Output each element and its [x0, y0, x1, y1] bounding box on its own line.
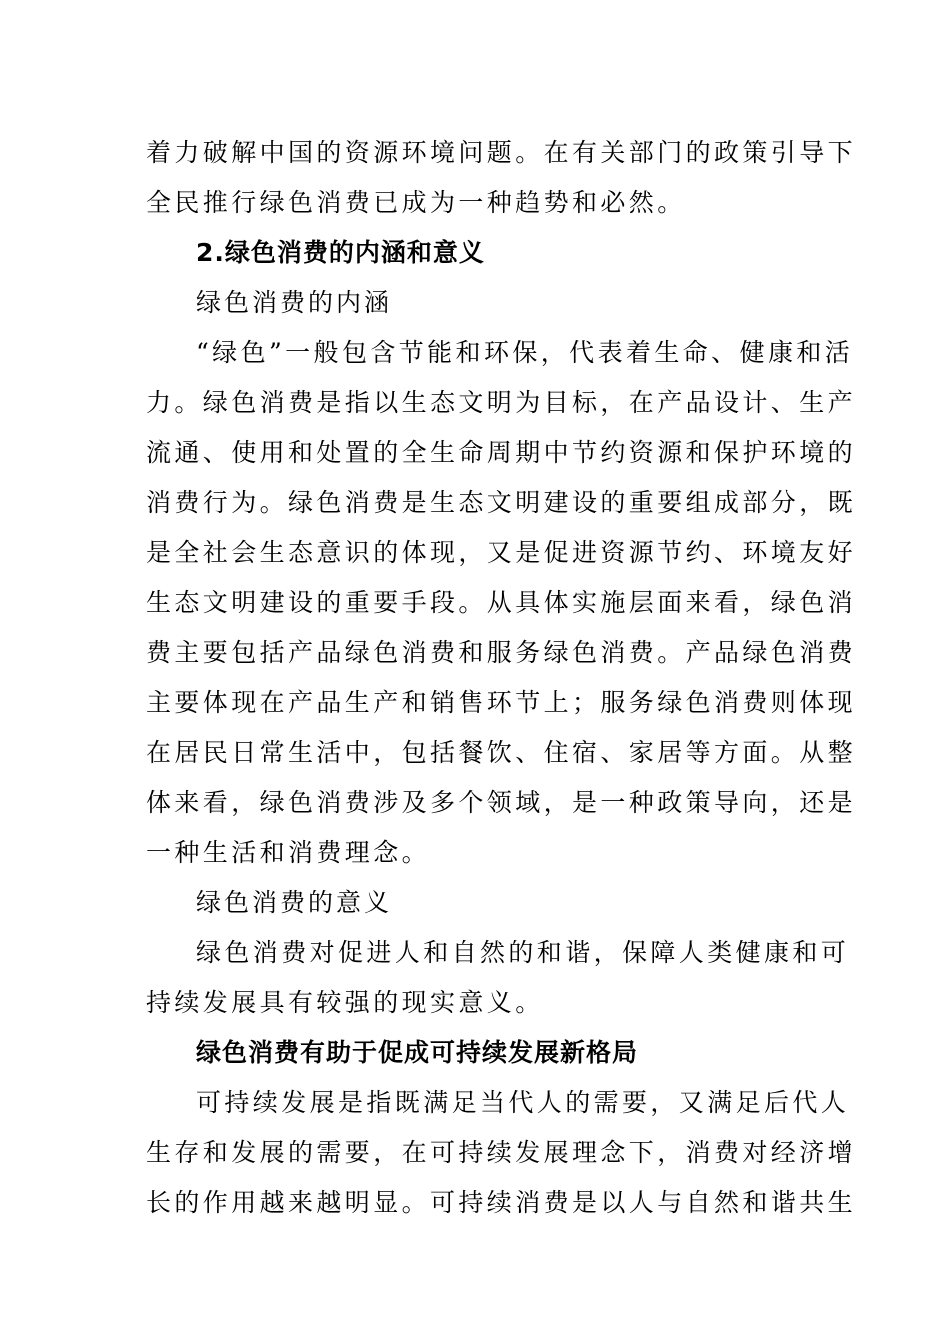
section-heading: 2.绿色消费的内涵和意义: [196, 238, 485, 267]
sustainable-line-1: 可持续发展是指既满足当代人的需要，又满足后代人: [196, 1088, 850, 1117]
connotation-line-8: 主要体现在产品生产和销售环节上；服务绿色消费则体现: [146, 688, 857, 717]
connotation-line-6: 生态文明建设的重要手段。从具体实施层面来看，绿色消: [146, 588, 857, 617]
sustainable-line-3: 长的作用越来越明显。可持续消费是以人与自然和谐共生: [146, 1188, 857, 1217]
connotation-line-3: 流通、使用和处置的全生命周期中节约资源和保护环境的: [146, 438, 857, 467]
connotation-line-4: 消费行为。绿色消费是生态文明建设的重要组成部分，既: [146, 488, 857, 517]
intro-line-1: 着力破解中国的资源环境问题。在有关部门的政策引导下: [146, 138, 857, 167]
connotation-line-7: 费主要包括产品绿色消费和服务绿色消费。产品绿色消费: [146, 638, 857, 667]
intro-line-2: 全民推行绿色消费已成为一种趋势和必然。: [146, 188, 686, 217]
connotation-line-2: 力。绿色消费是指以生态文明为目标，在产品设计、生产: [146, 388, 857, 417]
sustainable-line-2: 生存和发展的需要，在可持续发展理念下，消费对经济增: [146, 1138, 857, 1167]
point-heading-sustainable: 绿色消费有助于促成可持续发展新格局: [196, 1038, 639, 1067]
connotation-line-11: 一种生活和消费理念。: [146, 838, 431, 867]
connotation-line-5: 是全社会生态意识的体现，又是促进资源节约、环境友好: [146, 538, 857, 567]
connotation-line-10: 体来看，绿色消费涉及多个领域，是一种政策导向，还是: [146, 788, 857, 817]
significance-line-2: 持续发展具有较强的现实意义。: [146, 988, 544, 1017]
connotation-line-1: “绿色”一般包含节能和环保，代表着生命、健康和活: [196, 338, 854, 367]
document-body: [146, 128, 857, 1228]
significance-line-1: 绿色消费对促进人和自然的和谐，保障人类健康和可: [196, 938, 850, 967]
subsection-title-connotation: 绿色消费的内涵: [196, 288, 393, 317]
subsection-title-significance: 绿色消费的意义: [196, 888, 393, 917]
connotation-line-9: 在居民日常生活中，包括餐饮、住宿、家居等方面。从整: [146, 738, 857, 767]
